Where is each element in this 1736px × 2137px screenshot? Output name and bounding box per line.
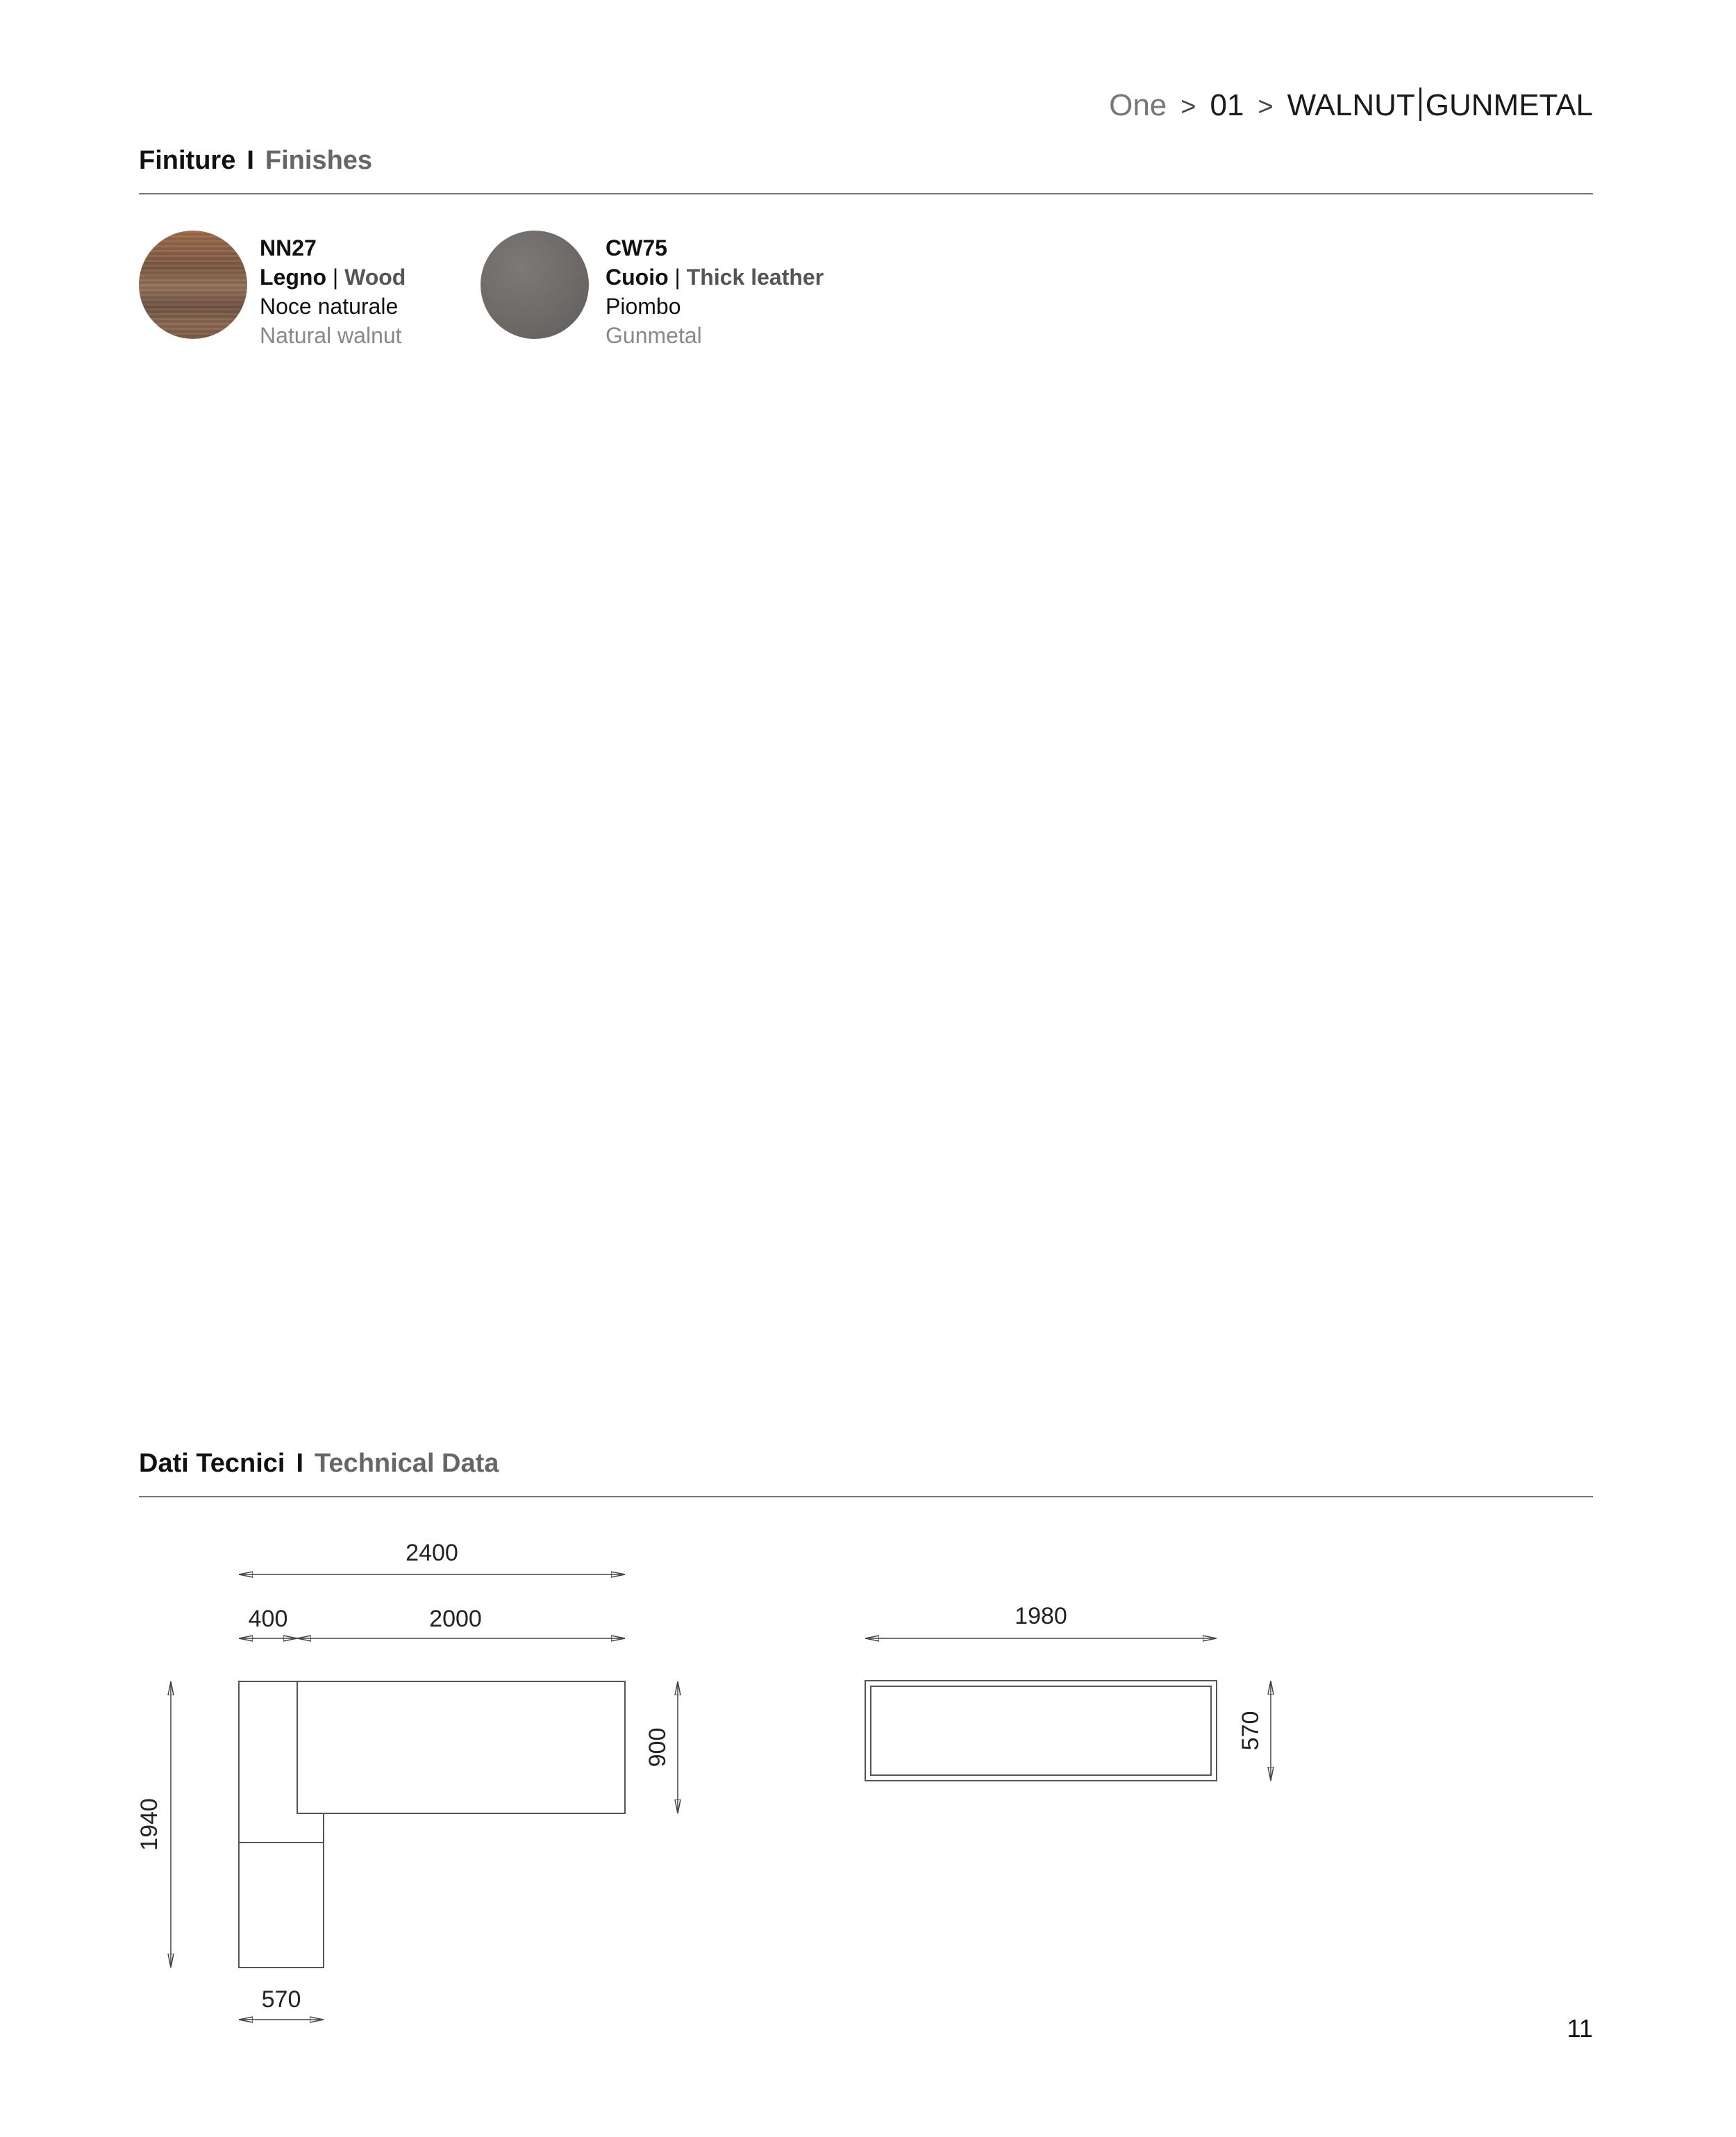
finish-color-it: Piombo <box>606 294 681 319</box>
page-number: 11 <box>1567 2014 1593 2043</box>
technical-title-it: Dati Tecnici <box>139 1449 285 1478</box>
side-view-inner <box>871 1686 1211 1775</box>
finish-code: CW75 <box>606 235 667 260</box>
technical-title-en: Technical Data <box>315 1449 499 1478</box>
finish-color-en: Gunmetal <box>606 323 702 348</box>
breadcrumb-separator: > <box>1180 92 1196 122</box>
dim-label-570-side: 570 <box>1237 1711 1264 1751</box>
technical-title-divider: I <box>296 1449 304 1478</box>
finish-color-it: Noce naturale <box>260 294 399 319</box>
finish-material-pipe: | <box>332 265 339 290</box>
dim-label-2000: 2000 <box>429 1606 482 1632</box>
dim-label-400: 400 <box>248 1606 288 1632</box>
finish-code: NN27 <box>260 235 317 260</box>
finish-material-it: Legno <box>260 265 326 290</box>
dim-label-900: 900 <box>644 1727 671 1768</box>
breadcrumb-product: One <box>1109 88 1167 122</box>
finishes-title-it: Finiture <box>139 146 236 175</box>
finish-color-en: Natural walnut <box>260 323 402 348</box>
breadcrumb-version: 01 <box>1210 88 1244 122</box>
finishes-title-divider: I <box>247 146 254 175</box>
finish-material-pipe: | <box>674 265 681 290</box>
desk-top-outline <box>297 1681 625 1813</box>
breadcrumb-finish-a: WALNUT <box>1287 88 1415 122</box>
side-view-outer <box>865 1681 1217 1781</box>
dim-label-570-plan: 570 <box>261 1986 301 2013</box>
dim-label-1980: 1980 <box>1015 1603 1067 1629</box>
dim-label-2400: 2400 <box>406 1540 458 1566</box>
finish-material-en: Wood <box>344 265 406 290</box>
breadcrumb-finish-b: GUNMETAL <box>1425 88 1593 122</box>
dim-label-1940: 1940 <box>136 1798 162 1851</box>
finishes-title-en: Finishes <box>265 146 373 175</box>
finish-material-it: Cuoio <box>606 265 669 290</box>
breadcrumb-separator: > <box>1258 92 1274 122</box>
finish-material-en: Thick leather <box>686 265 824 290</box>
